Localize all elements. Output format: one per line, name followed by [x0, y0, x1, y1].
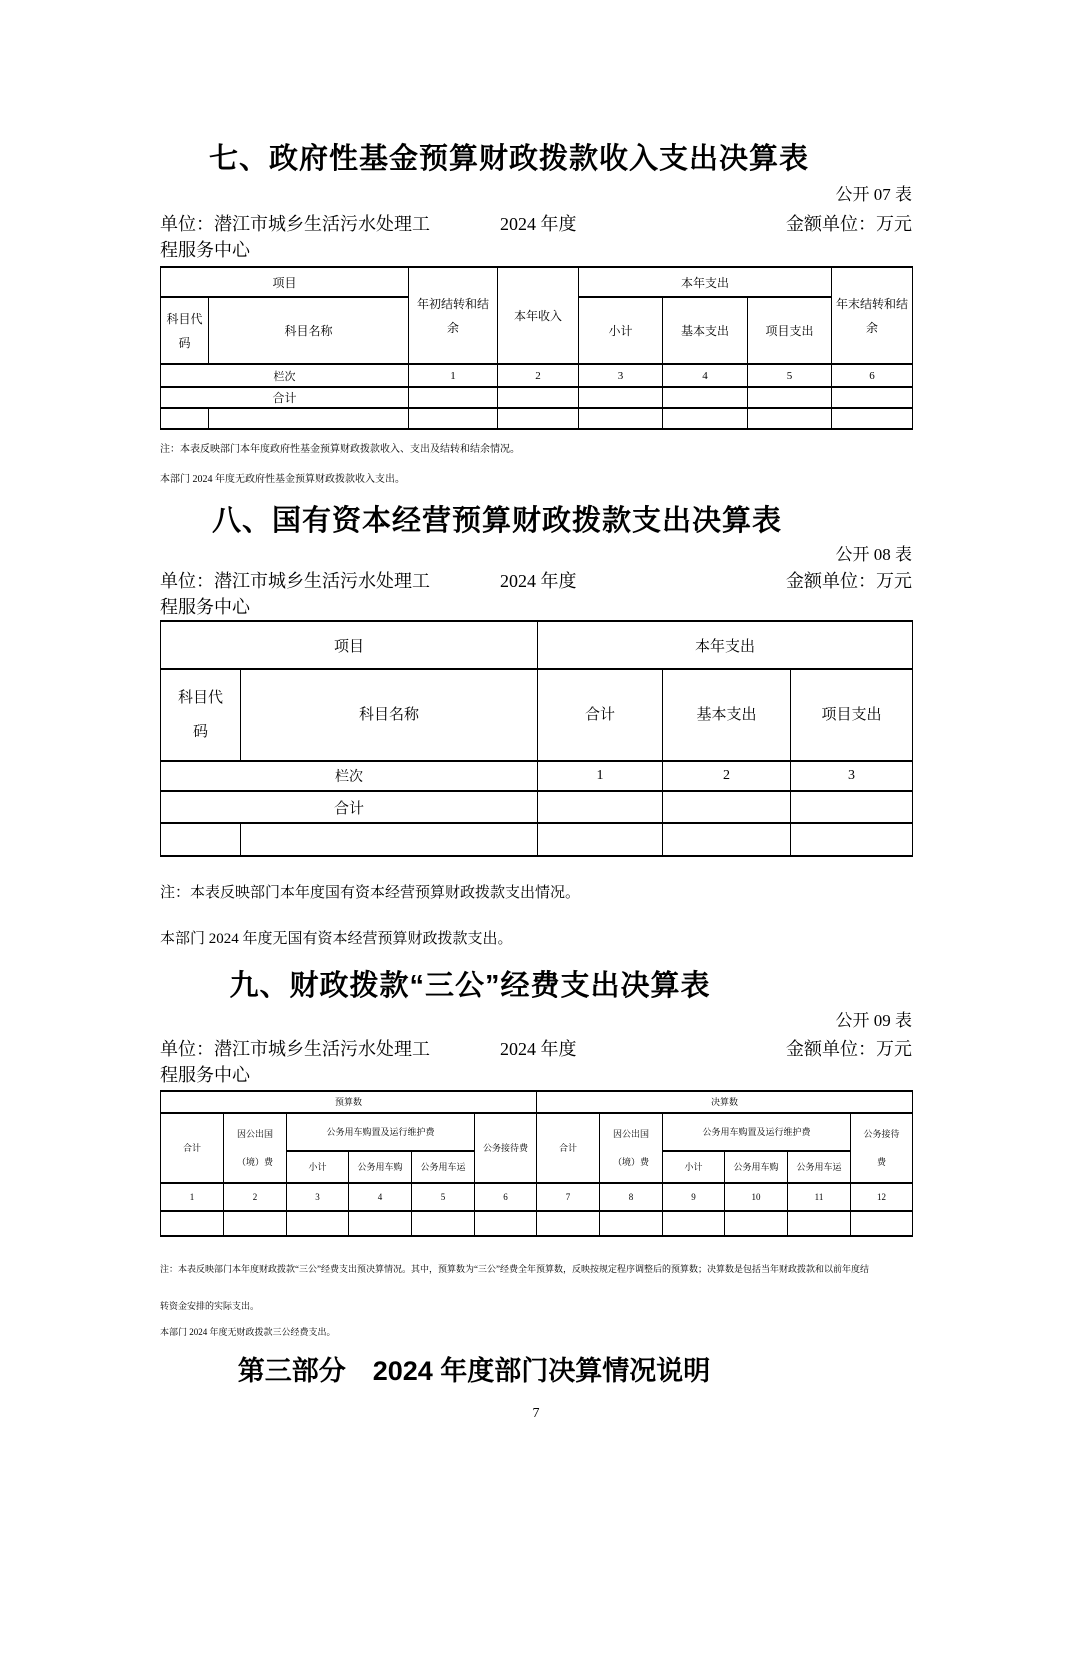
table-8-statement: 本部门 2024 年度无国有资本经营预算财政拨款支出。	[160, 931, 513, 947]
table-8-note: 注：本表反映部门本年度国有资本经营预算财政拨款支出情况。	[160, 885, 581, 901]
header-row-2	[161, 669, 913, 761]
col-header-subject-code: 科目代码	[161, 297, 209, 364]
col-header-begin-balance: 年初结转和结余	[409, 267, 498, 364]
col-header-vehicle-operation: 公务用车运	[788, 1151, 851, 1183]
header-row-2	[161, 1113, 913, 1151]
page-number: 7	[532, 1406, 540, 1421]
col-number: 1	[409, 364, 498, 387]
col-number: 3	[287, 1183, 349, 1211]
section-9-title: 九、财政拨款“三公”经费支出决算表	[229, 970, 711, 1002]
empty-row	[161, 408, 913, 429]
empty-cell	[161, 408, 209, 429]
col-number: 5	[748, 364, 832, 387]
empty-cell	[832, 387, 913, 408]
col-number: 2	[224, 1183, 287, 1211]
empty-cell	[748, 408, 832, 429]
empty-cell	[224, 1211, 287, 1236]
empty-cell	[538, 791, 663, 823]
col-header-total: 合计	[161, 1113, 224, 1183]
section-9-three-public	[160, 967, 912, 1339]
empty-cell	[409, 387, 498, 408]
header-row-1	[161, 621, 913, 669]
col-header-year-income: 本年收入	[498, 267, 579, 364]
empty-cell	[498, 387, 579, 408]
empty-cell	[663, 823, 791, 856]
col-header-end-balance: 年末结转和结余	[832, 267, 913, 364]
empty-cell	[538, 823, 663, 856]
empty-cell	[475, 1211, 537, 1236]
table-7-unit-row	[160, 211, 912, 263]
col-header-budget-group: 预算数	[161, 1091, 537, 1113]
col-number: 4	[663, 364, 748, 387]
empty-cell	[832, 408, 913, 429]
lanci-label: 栏次	[161, 364, 409, 387]
col-header-subtotal: 小计	[287, 1151, 349, 1183]
lanci-row	[161, 364, 913, 387]
empty-cell	[748, 387, 832, 408]
table-9-note-line1: 注：本表反映部门本年度财政拨款“三公”经费支出预决算情况。其中，预算数为“三公”经费全年预算数，反映按规定程序调整后的预算数；决算数是包括当年财政拨款和以前年度结	[160, 1264, 869, 1274]
col-number: 2	[498, 364, 579, 387]
col-number: 6	[832, 364, 913, 387]
col-number: 10	[725, 1183, 788, 1211]
section-7-title: 七、政府性基金预算财政拨款收入支出决算表	[208, 143, 809, 175]
col-header-reception-fee: 公务接待费	[851, 1113, 913, 1183]
fiscal-year: 2024 年度	[500, 214, 577, 234]
col-header-abroad-fee: 因公出国（境）费	[600, 1113, 663, 1183]
empty-cell	[498, 408, 579, 429]
total-label: 合计	[161, 791, 538, 823]
empty-cell	[851, 1211, 913, 1236]
empty-cell	[209, 408, 409, 429]
empty-cell	[349, 1211, 412, 1236]
empty-cell	[241, 823, 538, 856]
col-number: 9	[663, 1183, 725, 1211]
amount-unit: 金额单位：万元	[786, 214, 912, 234]
col-header-total: 合计	[538, 669, 663, 761]
section-8-title: 八、国有资本经营预算财政拨款支出决算表	[211, 505, 782, 537]
section-8-state-capital	[160, 502, 912, 949]
empty-cell	[788, 1211, 851, 1236]
three-public-expense-table	[160, 1090, 913, 1237]
empty-cell	[725, 1211, 788, 1236]
amount-unit: 金额单位：万元	[786, 1039, 912, 1059]
col-header-vehicle-group: 公务用车购置及运行维护费	[663, 1113, 851, 1151]
col-number: 7	[537, 1183, 600, 1211]
col-header-year-expense: 本年支出	[538, 621, 913, 669]
document-page	[0, 140, 1074, 1660]
col-number: 4	[349, 1183, 412, 1211]
table-9-note-line2: 转资金安排的实际支出。	[160, 1301, 260, 1311]
lanci-row	[161, 1183, 913, 1211]
col-header-vehicle-purchase: 公务用车购	[725, 1151, 788, 1183]
header-row-1	[161, 267, 913, 297]
lanci-row	[161, 761, 913, 791]
empty-cell	[663, 1211, 725, 1236]
empty-cell	[412, 1211, 475, 1236]
empty-cell	[663, 387, 748, 408]
total-row	[161, 387, 913, 408]
empty-cell	[579, 387, 663, 408]
table-9-statement: 本部门 2024 年度无财政拨款三公经费支出。	[160, 1327, 336, 1337]
table-8-unit-row	[160, 568, 912, 620]
col-header-subject-code: 科目代码	[161, 669, 241, 761]
empty-cell	[409, 408, 498, 429]
col-number: 3	[579, 364, 663, 387]
col-header-project: 项目	[161, 621, 538, 669]
empty-cell	[161, 823, 241, 856]
table-9-note	[160, 1251, 912, 1325]
section-7-gov-fund	[160, 140, 912, 487]
table-9-public-label: 公开 09 表	[835, 1011, 912, 1030]
empty-cell	[663, 791, 791, 823]
table-7-note: 注：本表反映部门本年度政府性基金预算财政拨款收入、支出及结转和结余情况。	[160, 444, 520, 455]
col-header-year-expense: 本年支出	[579, 267, 832, 297]
total-label: 合计	[161, 387, 409, 408]
col-header-subtotal: 小计	[663, 1151, 725, 1183]
col-header-project-expense: 项目支出	[748, 297, 832, 364]
amount-unit: 金额单位：万元	[786, 571, 912, 591]
header-row-1	[161, 1091, 913, 1113]
empty-row	[161, 823, 913, 856]
empty-cell	[161, 1211, 224, 1236]
col-number: 1	[161, 1183, 224, 1211]
col-number: 8	[600, 1183, 663, 1211]
empty-cell	[663, 408, 748, 429]
fiscal-year: 2024 年度	[500, 571, 577, 591]
gov-fund-budget-table	[160, 266, 913, 430]
col-header-project: 项目	[161, 267, 409, 297]
empty-cell	[600, 1211, 663, 1236]
col-number: 6	[475, 1183, 537, 1211]
empty-cell	[791, 823, 913, 856]
col-header-vehicle-purchase: 公务用车购	[349, 1151, 412, 1183]
table-7-public-label: 公开 07 表	[835, 185, 912, 204]
table-7-statement: 本部门 2024 年度无政府性基金预算财政拨款收入支出。	[160, 474, 405, 485]
col-number: 2	[663, 761, 791, 791]
col-number: 11	[788, 1183, 851, 1211]
unit-name: 单位：潜江市城乡生活污水处理工 程服务中心	[160, 1039, 430, 1085]
empty-cell	[287, 1211, 349, 1236]
col-header-abroad-fee: 因公出国（境）费	[224, 1113, 287, 1183]
state-capital-budget-table	[160, 620, 913, 857]
table-9-unit-row	[160, 1036, 912, 1088]
col-header-final-group: 决算数	[537, 1091, 913, 1113]
col-header-subject-name: 科目名称	[209, 297, 409, 364]
unit-name: 单位：潜江市城乡生活污水处理工 程服务中心	[160, 571, 430, 617]
total-row	[161, 791, 913, 823]
empty-cell	[537, 1211, 600, 1236]
empty-cell	[791, 791, 913, 823]
table-8-public-label: 公开 08 表	[835, 545, 912, 564]
col-number: 5	[412, 1183, 475, 1211]
col-header-basic-expense: 基本支出	[663, 297, 748, 364]
col-header-subtotal: 小计	[579, 297, 663, 364]
col-header-vehicle-operation: 公务用车运	[412, 1151, 475, 1183]
col-header-reception-fee: 公务接待费	[475, 1113, 537, 1183]
col-header-subject-name: 科目名称	[241, 669, 538, 761]
col-number: 12	[851, 1183, 913, 1211]
empty-cell	[579, 408, 663, 429]
col-number: 1	[538, 761, 663, 791]
col-header-total: 合计	[537, 1113, 600, 1183]
part-3-title: 第三部分 2024 年度部门决算情况说明	[237, 1356, 711, 1386]
lanci-label: 栏次	[161, 761, 538, 791]
empty-row	[161, 1211, 913, 1236]
fiscal-year: 2024 年度	[500, 1039, 577, 1059]
col-number: 3	[791, 761, 913, 791]
col-header-vehicle-group: 公务用车购置及运行维护费	[287, 1113, 475, 1151]
unit-name: 单位：潜江市城乡生活污水处理工 程服务中心	[160, 214, 430, 260]
col-header-basic-expense: 基本支出	[663, 669, 791, 761]
col-header-project-expense: 项目支出	[791, 669, 913, 761]
